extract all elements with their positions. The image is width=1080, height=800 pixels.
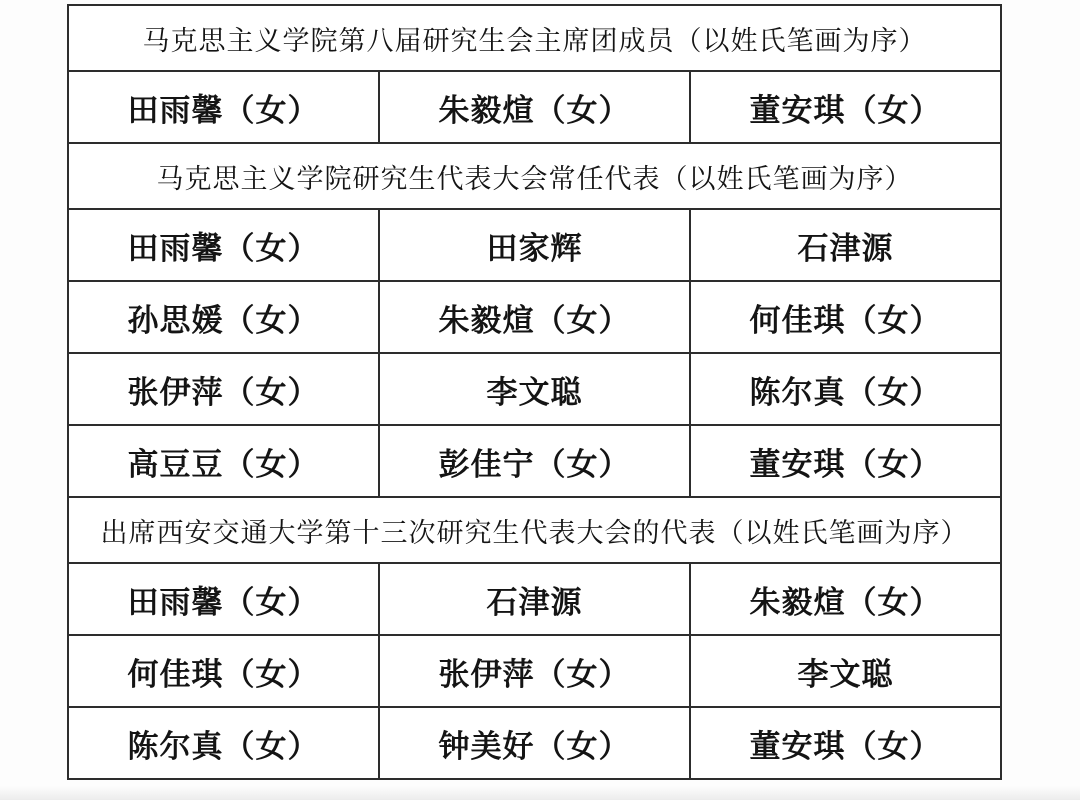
name-cell: 田雨馨（女） [127,92,320,128]
name-cell: 何佳琪（女） [127,656,320,692]
name-cell: 陈尔真（女） [127,728,320,764]
table-row [69,280,1000,352]
name-cell: 张伊萍（女） [127,374,320,410]
name-cell: 石津源 [689,210,1000,280]
table-row [69,706,1000,778]
name-cell: 田家辉 [378,210,689,280]
name-cell: 李文聪 [689,636,1000,706]
name-cell: 孙思媛（女） [127,302,320,338]
table-row [69,562,1000,634]
section-header-presidium: 马克思主义学院第八届研究生会主席团成员（以姓氏笔画为序） [142,25,927,56]
name-cell: 董安琪（女） [689,426,1000,496]
name-cell: 李文聪 [378,354,689,424]
name-cell: 陈尔真（女） [689,354,1000,424]
section-header-standing-delegates: 马克思主义学院研究生代表大会常任代表（以姓氏笔画为序） [69,142,1000,208]
table-row [69,70,1000,142]
table-row [69,424,1000,496]
section-header-congress-delegates: 出席西安交通大学第十三次研究生代表大会的代表（以姓氏笔画为序） [69,496,1000,562]
roster-table [67,4,1002,780]
name-cell: 高豆豆（女） [127,446,320,482]
name-cell: 朱毅煊（女） [378,282,689,352]
page-bottom-shade [0,786,1080,800]
name-cell: 董安琪（女） [689,72,1000,142]
name-cell: 朱毅煊（女） [378,72,689,142]
name-cell: 朱毅煊（女） [689,564,1000,634]
name-cell: 张伊萍（女） [378,636,689,706]
name-cell: 董安琪（女） [689,708,1000,778]
name-cell: 彭佳宁（女） [378,426,689,496]
name-cell: 钟美好（女） [378,708,689,778]
table-row [69,208,1000,280]
name-cell: 田雨馨（女） [127,584,320,620]
name-cell: 田雨馨（女） [127,230,320,266]
name-cell: 石津源 [378,564,689,634]
table-row [69,352,1000,424]
name-cell: 何佳琪（女） [689,282,1000,352]
table-row [69,634,1000,706]
